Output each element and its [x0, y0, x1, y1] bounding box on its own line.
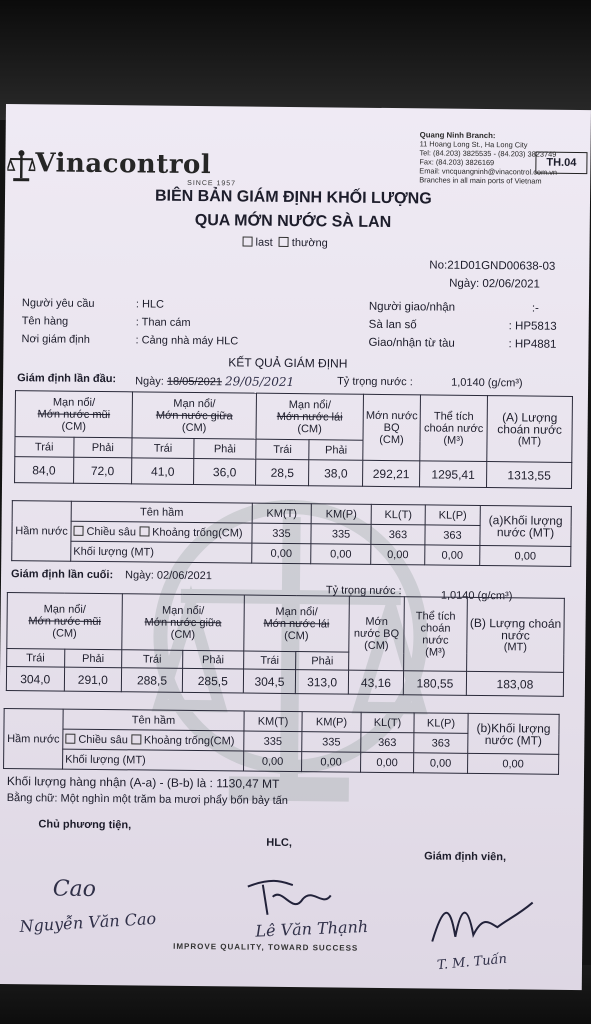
last-fwd-right-header: Phải [64, 649, 122, 668]
last-km-p: 335 [302, 732, 361, 753]
last-depth-space-header: Chiều sâu Khoảng trống(CM) [63, 729, 244, 751]
first-aft-left: 28,5 [255, 459, 309, 486]
last-mid-right-header: Phải [183, 650, 244, 669]
deliver-label: Người giao/nhận [368, 300, 456, 314]
branch-name: Quang Ninh Branch: [419, 130, 496, 141]
fwd-header: Mạn nổi/ Mớn nước mũi (CM) [15, 391, 133, 438]
first-aft-right: 38,0 [309, 460, 363, 487]
last-aft-left-header: Trái [243, 651, 296, 670]
last-kl-p-header: KL(P) [414, 713, 468, 734]
last-kl-p: 363 [414, 733, 468, 754]
mid-header: Mạn nổi/ Mớn nước giữa (CM) [132, 392, 256, 439]
mass-header: Khối lượng (MT) [71, 541, 252, 563]
owner-signature: Cao [52, 876, 97, 902]
slogan: IMPROVE QUALITY, TOWARD SUCCESS [173, 941, 359, 953]
last-density-label: Tỷ trọng nước : [325, 584, 402, 598]
branch-fax: Fax: (84.203) 3826169 [419, 157, 495, 168]
kl-p-header: KL(P) [425, 505, 480, 526]
barge-label: Sà lan số [368, 318, 417, 332]
branch-email: Email: vncquangninh@vinacontrol.com.vn [419, 166, 558, 177]
last-fwd-left: 304,0 [6, 667, 64, 692]
doc-date: Ngày: 02/06/2021 [449, 277, 540, 291]
first-date [135, 373, 294, 389]
displacement-a-header: (A) Lượng choán nước (MT) [487, 396, 573, 463]
b-water-mass-header: (b)Khối lượng nước (MT) [468, 713, 559, 754]
place-label: Nơi giám định [21, 333, 90, 346]
branch-address: 11 Hoang Long St., Ha Long City [419, 139, 528, 150]
a-water-mass-header: (a)Khối lượng nước (MT) [480, 505, 571, 546]
requester-label: Người yêu cầu [21, 297, 95, 310]
aft-header: Mạn nổi/ Mớn nước lái (CM) [256, 393, 364, 440]
first-mid-left: 41,0 [132, 458, 194, 485]
inspector-signature-scribble [427, 896, 538, 949]
last-mass-km-t: 0,00 [244, 751, 302, 772]
first-mass-km-t: 0,00 [252, 543, 311, 564]
km-t-header: KM(T) [252, 503, 311, 524]
hlc-name-handwritten: Lê Văn Thạnh [255, 916, 369, 941]
tank-label: Hầm nước [12, 501, 72, 562]
first-km-t: 335 [252, 523, 311, 544]
depth-space-header: Chiều sâu Khoảng trống(CM) [71, 521, 252, 543]
option-last-label: last [255, 236, 273, 249]
fwd-left-header: Trái [15, 437, 74, 458]
first-mass-km-p: 0,00 [311, 544, 371, 565]
first-tank-table [11, 500, 572, 567]
last-tank-name-header: Tên hầm [63, 709, 244, 731]
last-inspection-label: Giám định lần cuối: [11, 568, 114, 582]
displacement-b-header: (B) Lượng choán nước (MT) [467, 597, 565, 672]
last-tank-table [3, 708, 560, 775]
first-mean-draft: 292,21 [363, 460, 420, 487]
first-water-mass-total: 0,00 [480, 545, 571, 566]
last-aft-left: 304,5 [243, 669, 296, 694]
first-kl-t: 363 [371, 524, 425, 545]
mid-left-header: Trái [132, 438, 194, 459]
doc-title-line2: QUA MỚN NƯỚC SÀ LAN [194, 211, 392, 232]
first-mass-kl-t: 0,00 [371, 544, 425, 565]
last-km-p-header: KM(P) [302, 712, 361, 733]
doc-number: No:21D01GND00638-03 [429, 259, 556, 273]
aft-right-header: Phải [309, 440, 363, 461]
inspector-label: Giám định viên, [424, 850, 507, 864]
last-volume: 180,55 [403, 671, 466, 696]
deliver-value: :- [531, 302, 539, 315]
cargo-value: : Than cám [135, 316, 191, 329]
branch-ports: Branches in all main ports of Vietnam [419, 175, 542, 186]
doc-title-line1: BIÊN BẢN GIÁM ĐỊNH KHỐI LƯỢNG [154, 187, 432, 208]
first-date-prefix: Ngày: [135, 375, 164, 388]
last-kl-t: 363 [361, 732, 414, 753]
last-mid-header: Mạn nổi/ Mớn nước giữa (CM) [122, 594, 244, 651]
first-mass-kl-p: 0,00 [425, 545, 480, 566]
fwd-right-header: Phải [73, 437, 132, 458]
form-code-stamp: TH.04 [535, 152, 587, 175]
mean-draft-header: Mớn nước BQ (CM) [363, 394, 421, 461]
first-date-printed: 18/05/2021 [166, 375, 223, 389]
volume-header: Thể tích choán nước (M³) [420, 395, 488, 462]
document-sheet [0, 104, 591, 990]
last-fwd-left-header: Trái [7, 649, 65, 668]
requester-value: : HLC [135, 298, 165, 311]
owner-label: Chủ phương tiện, [38, 818, 132, 832]
aft-left-header: Trái [256, 439, 310, 460]
last-mean-draft-header: Mớn nước BQ (CM) [349, 596, 405, 671]
last-density-value: 1,0140 (g/cm³) [440, 589, 513, 603]
cargo-label: Tên hàng [21, 315, 69, 328]
last-aft-right-header: Phải [296, 652, 349, 671]
last-fwd-header: Mạn nổi/ Mớn nước mũi (CM) [7, 593, 123, 650]
last-aft-right: 313,0 [296, 670, 349, 695]
option-last-checkbox [243, 236, 253, 246]
last-mass-kl-t: 0,00 [360, 752, 413, 773]
inspector-name-handwritten: T. M. Tuấn [436, 951, 508, 974]
tank-name-header: Tên hầm [71, 501, 252, 523]
first-fwd-left: 84,0 [15, 457, 74, 484]
last-date: Ngày: 02/06/2021 [125, 569, 212, 583]
ship-label: Giao/nhận từ tàu [368, 336, 455, 350]
hlc-signature-scribble [243, 877, 333, 918]
last-volume-header: Thể tích choán nước (M³) [404, 597, 468, 672]
received-mass: Khối lượng hàng nhận (A-a) - (B-b) là : 1130,47 MT [6, 774, 280, 791]
first-inspection-label: Giám định lần đầu: [17, 372, 117, 386]
kl-t-header: KL(T) [371, 504, 425, 525]
last-mass-kl-p: 0,00 [413, 753, 467, 774]
first-displacement-a: 1313,55 [487, 462, 572, 489]
last-km-t-header: KM(T) [244, 711, 302, 732]
last-tank-label: Hầm nước [4, 709, 64, 770]
last-mass-km-p: 0,00 [301, 752, 360, 773]
owner-name-handwritten: Nguyễn Văn Cao [18, 908, 157, 936]
first-date-handwritten: 29/05/2021 [224, 374, 295, 390]
amount-in-words: Bằng chữ: Một nghìn một trăm ba mươi phẩy bốn bảy tấn [6, 792, 288, 807]
last-water-mass-total: 0,00 [468, 753, 559, 774]
mid-right-header: Phải [194, 438, 256, 459]
result-title: KẾT QUẢ GIÁM ĐỊNH [228, 355, 348, 371]
last-mid-left: 288,5 [122, 668, 183, 693]
last-km-t: 335 [244, 731, 302, 752]
last-mass-header: Khối lượng (MT) [63, 749, 244, 771]
last-aft-header: Mạn nổi/ Mớn nước lái (CM) [244, 595, 350, 652]
vinacontrol-logo-icon [7, 148, 35, 182]
first-mid-right: 36,0 [194, 458, 256, 485]
ship-value: : HP4881 [508, 338, 557, 351]
first-density-label: Tỷ trọng nước : [337, 375, 413, 389]
doc-options [242, 236, 327, 249]
branch-tel: Tel: (84.203) 3825535 - (84.203) 3823749 [419, 148, 557, 159]
background-top [0, 0, 591, 120]
first-fwd-right: 72,0 [73, 457, 132, 484]
place-value: : Cảng nhà máy HLC [135, 334, 239, 348]
first-kl-p: 363 [425, 525, 480, 546]
logo-since: SINCE 1957 [187, 179, 237, 188]
first-volume: 1295,41 [420, 461, 487, 488]
km-p-header: KM(P) [311, 504, 371, 525]
first-km-p: 335 [311, 524, 371, 545]
vinacontrol-logo-text: Vinacontrol [35, 148, 212, 181]
last-mid-right: 285,5 [182, 668, 243, 693]
first-draft-table [14, 390, 573, 489]
option-normal-checkbox [279, 237, 289, 247]
last-mean-draft: 43,16 [348, 670, 403, 695]
option-normal-label: thường [291, 237, 328, 250]
barge-value: : HP5813 [508, 320, 557, 333]
last-fwd-right: 291,0 [64, 667, 122, 692]
first-density-value: 1,0140 (g/cm³) [451, 376, 523, 390]
last-kl-t-header: KL(T) [361, 712, 414, 733]
hlc-label: HLC, [266, 836, 293, 850]
last-mid-left-header: Trái [122, 650, 183, 669]
last-displacement-b: 183,08 [466, 671, 563, 696]
